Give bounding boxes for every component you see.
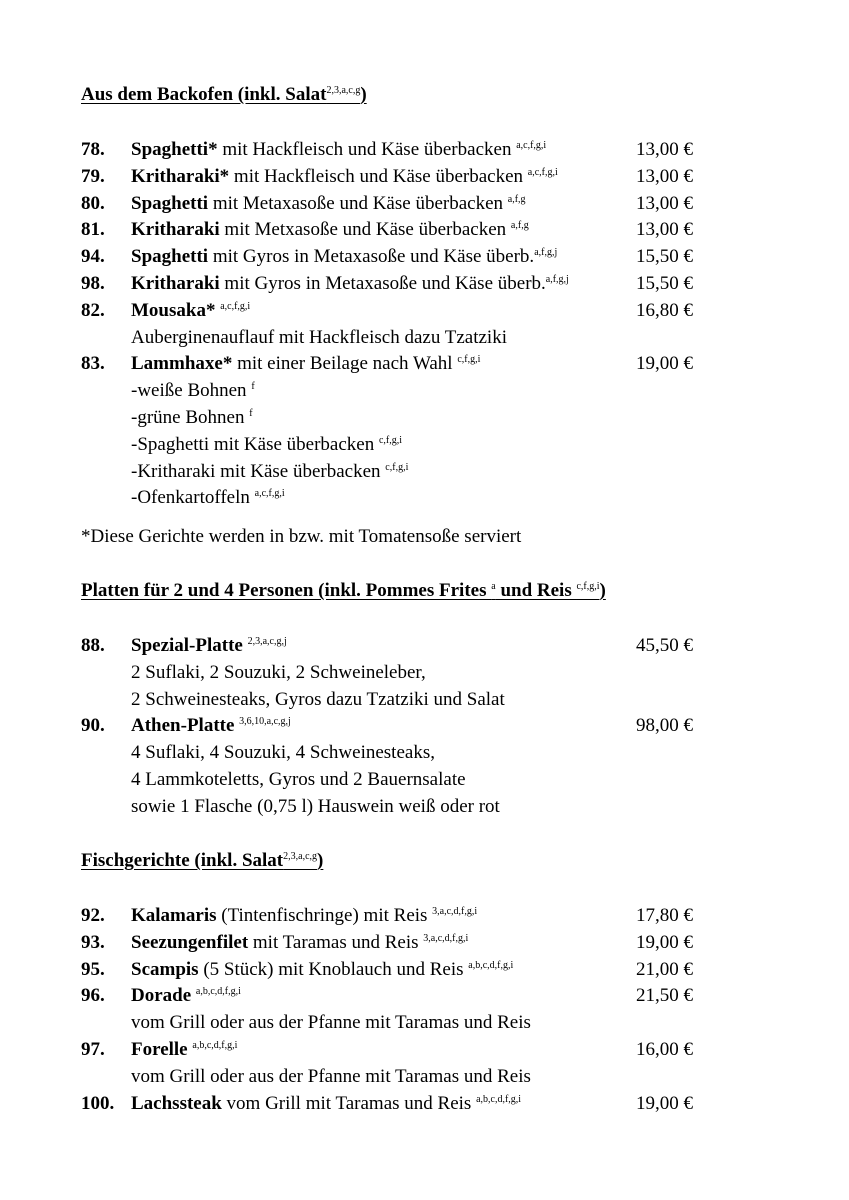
menu-item: [0, 216, 849, 243]
item-name: Kalamaris: [131, 905, 217, 926]
item-description: [131, 929, 468, 956]
item-description: [131, 1009, 531, 1036]
item-text: vom Grill oder aus der Pfanne mit Taramas und Reis: [131, 1065, 531, 1087]
item-description: [131, 136, 546, 163]
item-number: 90.: [81, 715, 105, 737]
menu-item-detail: [0, 431, 849, 458]
item-name: Kritharaki*: [131, 165, 230, 187]
allergen-codes: a,b,c,d,f,g,i: [476, 1093, 522, 1105]
item-number: 83.: [81, 353, 105, 375]
item-price: 45,50 €: [636, 635, 693, 656]
item-text: -grüne Bohnen: [131, 407, 250, 428]
item-text: mit Metaxasoße und Käse überbacken: [208, 192, 508, 214]
allergen-codes: 2,3,a,c,g: [326, 85, 361, 96]
allergen-codes: a,c,f,g,i: [527, 166, 558, 178]
item-description: [131, 431, 402, 458]
item-number: 92.: [81, 905, 105, 926]
item-description: [131, 458, 408, 485]
item-number: 94.: [81, 246, 105, 268]
item-description: [131, 404, 253, 431]
item-text: (Tintenfischringe) mit Reis: [216, 905, 433, 926]
item-description: [131, 324, 507, 351]
section-title: Aus dem Backofen (inkl. Salat: [81, 84, 327, 105]
section-title: Platten für 2 und 4 Personen (inkl. Pommes Frites: [81, 580, 492, 601]
item-description: [131, 1090, 521, 1117]
menu-item-detail: [0, 659, 849, 686]
section-title-close: ): [317, 850, 324, 871]
item-text: -Ofenkartoffeln: [131, 487, 255, 509]
item-description: [131, 1063, 531, 1090]
section-title: Fischgerichte (inkl. Salat: [81, 850, 284, 871]
item-price: 13,00 €: [636, 139, 693, 160]
item-description: [131, 632, 287, 659]
allergen-codes: f: [249, 408, 253, 419]
item-text: mit einer Beilage nach Wahl: [232, 353, 458, 375]
allergen-codes: c,f,g,i: [378, 434, 403, 446]
allergen-codes: a,f,g,j: [545, 274, 569, 285]
item-number: 97.: [81, 1039, 105, 1060]
item-text: 4 Lammkoteletts, Gyros und 2 Bauernsalate: [131, 769, 466, 790]
item-description: [131, 659, 426, 686]
menu-item: [0, 190, 849, 217]
item-price: 13,00 €: [636, 219, 693, 241]
allergen-codes: a,f,g: [510, 220, 529, 232]
item-price: 19,00 €: [636, 931, 693, 953]
item-name: Dorade: [131, 985, 192, 1007]
menu-item: [0, 350, 849, 377]
menu-item-detail: [0, 1009, 849, 1036]
item-price: 21,00 €: [636, 958, 693, 980]
allergen-codes: a,b,c,d,f,g,i: [468, 959, 514, 971]
menu-item: [0, 632, 849, 659]
item-text: 4 Suflaki, 4 Souzuki, 4 Schweinesteaks,: [131, 742, 435, 764]
item-name: Spaghetti: [131, 246, 209, 268]
item-number: 93.: [81, 931, 105, 953]
section-heading-platten: [81, 580, 606, 602]
item-description: [131, 686, 505, 713]
item-name: Lammhaxe*: [131, 353, 233, 375]
section-title-close: ): [360, 84, 367, 105]
item-description: [131, 163, 558, 190]
item-text: 2 Schweinesteaks, Gyros dazu Tzatziki und Salat: [131, 688, 505, 710]
item-text: -Spaghetti mit Käse überbacken: [131, 433, 379, 455]
item-description: [131, 956, 513, 983]
item-text: -Kritharaki mit Käse überbacken: [131, 460, 386, 482]
allergen-codes: 3,a,c,d,f,g,i: [423, 932, 469, 944]
item-description: [131, 982, 241, 1009]
item-number: 88.: [81, 635, 105, 656]
item-text: 2 Suflaki, 2 Souzuki, 2 Schweineleber,: [131, 661, 426, 683]
item-number: 95.: [81, 958, 105, 980]
allergen-codes: a,c,f,g,i: [220, 300, 251, 312]
menu-item-detail: [0, 739, 849, 766]
allergen-codes: 2,3,a,c,g,j: [247, 636, 287, 647]
item-description: [131, 270, 569, 297]
item-name: Kritharaki: [131, 219, 220, 241]
item-name: Scampis: [131, 958, 199, 980]
allergen-codes: a,c,f,g,i: [516, 140, 547, 151]
menu-item: [0, 136, 849, 163]
allergen-codes: c,f,g,i: [457, 354, 481, 366]
item-number: 79.: [81, 165, 105, 187]
item-description: [131, 902, 477, 929]
item-price: 19,00 €: [636, 1092, 693, 1114]
item-text: mit Hackfleisch und Käse überbacken: [217, 139, 517, 160]
item-text: vom Grill mit Taramas und Reis: [221, 1092, 477, 1114]
item-text: mit Gyros in Metaxasoße und Käse überb.: [208, 246, 535, 268]
item-description: [131, 377, 255, 404]
item-number: 81.: [81, 219, 105, 241]
item-description: [131, 739, 435, 766]
item-text: mit Taramas und Reis: [248, 931, 424, 953]
menu-item-detail: [0, 404, 849, 431]
item-number: 96.: [81, 985, 105, 1007]
item-text: vom Grill oder aus der Pfanne mit Taramas und Reis: [131, 1012, 531, 1034]
item-name: Spezial-Platte: [131, 635, 243, 656]
allergen-codes: a,b,c,d,f,g,i: [192, 1040, 238, 1051]
menu-item: [0, 297, 849, 324]
item-price: 13,00 €: [636, 192, 693, 214]
menu-item: [0, 929, 849, 956]
menu-item: [0, 1090, 849, 1117]
section-title-mid: und Reis: [495, 580, 577, 601]
item-text: sowie 1 Flasche (0,75 l) Hauswein weiß oder rot: [131, 795, 500, 817]
section-title-close: ): [599, 580, 606, 601]
item-number: 78.: [81, 139, 105, 160]
item-text: mit Hackfleisch und Käse überbacken: [229, 165, 528, 187]
item-name: Forelle: [131, 1039, 188, 1060]
allergen-codes: a,f,g: [507, 193, 526, 205]
menu-item: [0, 712, 849, 739]
item-description: [131, 793, 500, 820]
item-name: Mousaka*: [131, 299, 216, 321]
item-price: 21,50 €: [636, 985, 693, 1007]
item-description: [131, 297, 250, 324]
menu-item: [0, 902, 849, 929]
allergen-codes: f: [251, 381, 255, 393]
allergen-codes: 3,a,c,d,f,g,i: [432, 906, 478, 917]
item-price: 15,50 €: [636, 246, 693, 268]
item-name: Spaghetti*: [131, 139, 218, 160]
allergen-codes: a: [491, 581, 496, 592]
allergen-codes: a,b,c,d,f,g,i: [195, 986, 241, 998]
footnote: *Diese Gerichte werden in bzw. mit Tomatensoße serviert: [81, 526, 522, 547]
menu-item: [0, 163, 849, 190]
item-name: Kritharaki: [131, 273, 220, 294]
menu-item-detail: [0, 686, 849, 713]
menu-item: [0, 270, 849, 297]
menu-item-detail: [0, 793, 849, 820]
item-description: [131, 484, 285, 511]
menu-item: [0, 956, 849, 983]
item-price: 17,80 €: [636, 905, 693, 926]
item-price: 16,80 €: [636, 299, 693, 321]
item-name: Athen-Platte: [131, 715, 235, 737]
menu-item-detail: [0, 766, 849, 793]
item-description: [131, 1036, 237, 1063]
item-description: [131, 216, 529, 243]
menu-item-detail: [0, 324, 849, 351]
item-price: 16,00 €: [636, 1039, 693, 1060]
item-description: [131, 766, 466, 793]
allergen-codes: 2,3,a,c,g: [283, 851, 318, 862]
menu-item-detail: [0, 377, 849, 404]
item-name: Spaghetti: [131, 192, 209, 214]
item-number: 80.: [81, 192, 105, 214]
item-text: mit Gyros in Metaxasoße und Käse überb.: [219, 273, 546, 294]
item-description: [131, 190, 526, 217]
menu-item-detail: [0, 484, 849, 511]
item-name: Lachssteak: [131, 1092, 222, 1114]
allergen-codes: a,c,f,g,i: [254, 488, 285, 500]
menu-item-detail: [0, 458, 849, 485]
item-price: 13,00 €: [636, 165, 693, 187]
menu-item: [0, 982, 849, 1009]
item-price: 15,50 €: [636, 273, 693, 294]
allergen-codes: c,f,g,i: [576, 581, 600, 592]
item-description: [131, 712, 291, 739]
menu-item-detail: [0, 1063, 849, 1090]
item-number: 100.: [81, 1092, 115, 1114]
item-description: [131, 350, 480, 377]
menu-item: [0, 243, 849, 270]
menu-item: [0, 1036, 849, 1063]
item-text: Auberginenauflauf mit Hackfleisch dazu Tzatziki: [131, 326, 507, 348]
allergen-codes: 3,6,10,a,c,g,j: [239, 716, 291, 728]
item-number: 98.: [81, 273, 105, 294]
item-price: 98,00 €: [636, 715, 693, 737]
item-text: -weiße Bohnen: [131, 380, 252, 402]
item-name: Seezungenfilet: [131, 931, 249, 953]
item-text: mit Metxasoße und Käse überbacken: [219, 219, 511, 241]
item-text: (5 Stück) mit Knoblauch und Reis: [198, 958, 469, 980]
item-description: [131, 243, 557, 270]
item-price: 19,00 €: [636, 353, 693, 375]
item-number: 82.: [81, 299, 105, 321]
section-heading-backofen: [81, 84, 367, 106]
allergen-codes: a,f,g,j: [534, 247, 558, 259]
allergen-codes: c,f,g,i: [385, 461, 409, 473]
section-heading-fisch: [81, 850, 323, 872]
